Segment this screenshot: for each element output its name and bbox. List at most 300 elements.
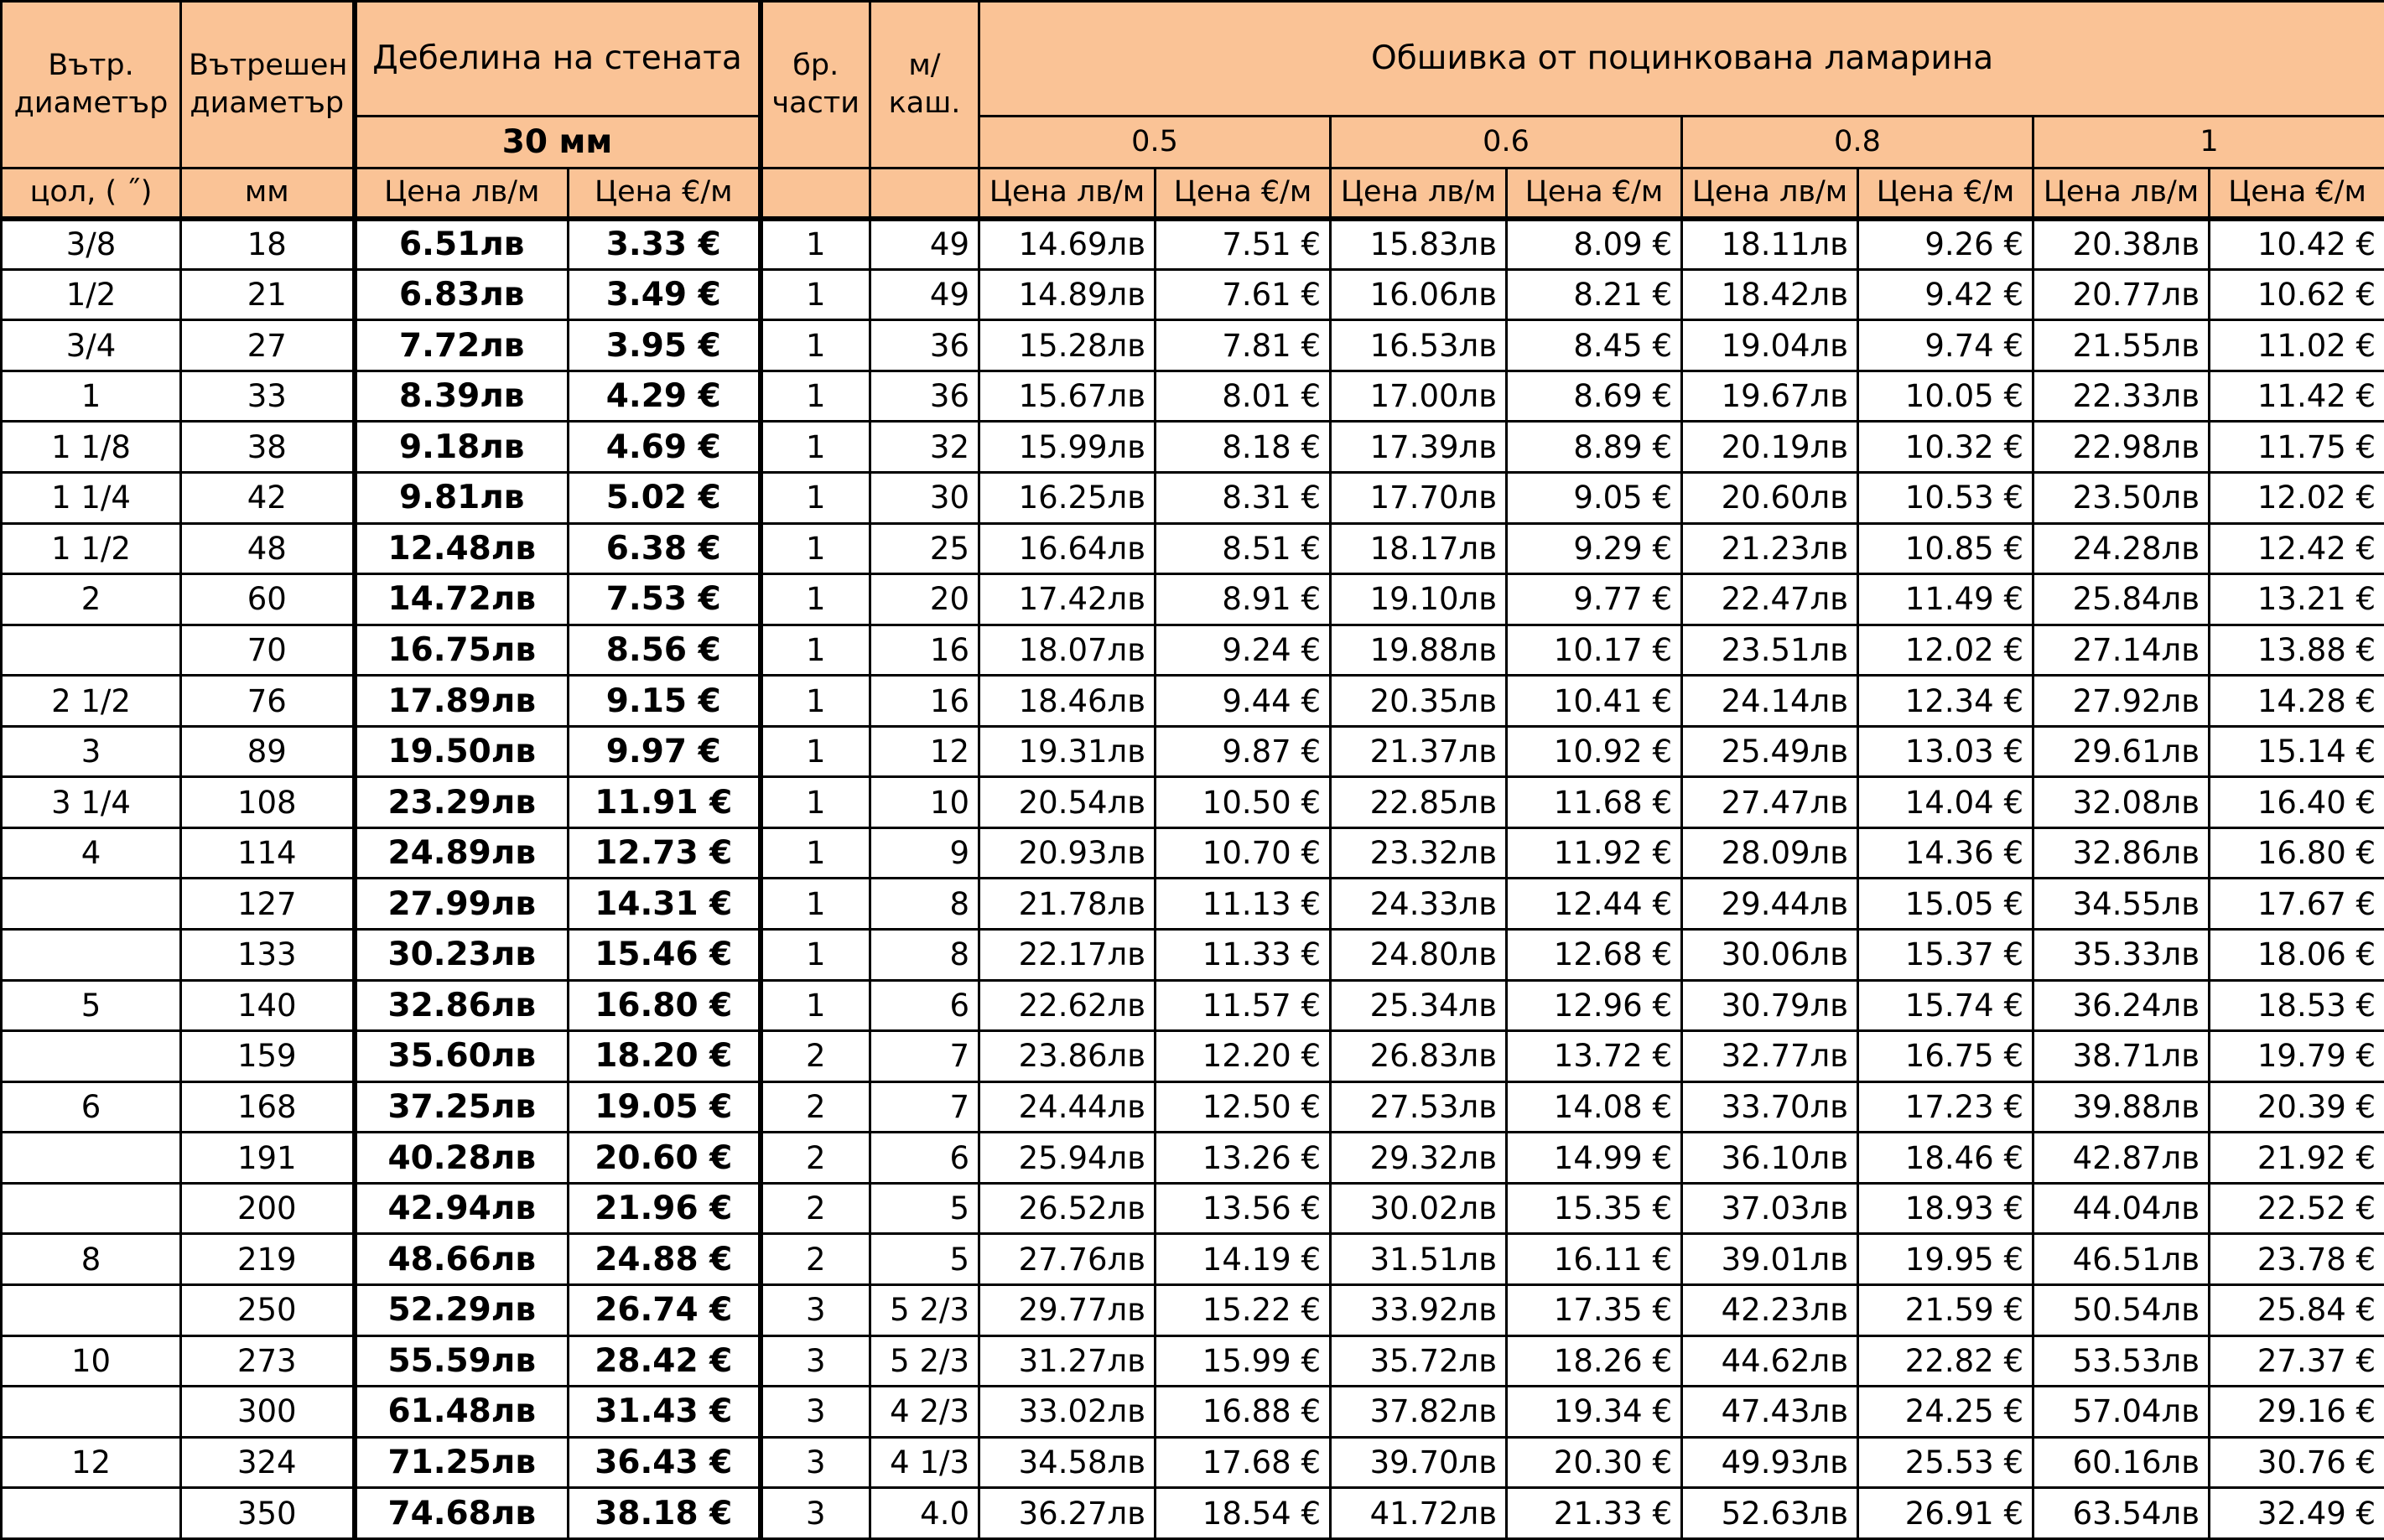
cell-price-eur-0-6: 8.09 € (1507, 219, 1682, 270)
cell-wall-price-eur: 38.18 € (569, 1488, 761, 1539)
cell-parts: 1 (761, 472, 870, 523)
cell-price-eur-0-8: 9.26 € (1858, 219, 2033, 270)
cell-price-eur-0-6: 10.92 € (1507, 726, 1682, 777)
cell-mm: 42 (181, 472, 355, 523)
cell-price-eur-0-6: 21.33 € (1507, 1488, 1682, 1539)
cell-inch (2, 930, 181, 981)
cell-price-lv-0-8: 52.63лв (1682, 1488, 1858, 1539)
cell-per-box: 32 (870, 422, 979, 473)
cell-parts: 2 (761, 1081, 870, 1133)
cell-wall-price-lv: 9.81лв (355, 472, 569, 523)
unit-price-lv-0-6: Цена лв/м (1331, 168, 1507, 218)
cell-mm: 18 (181, 219, 355, 270)
cell-price-lv-0-6: 19.10лв (1331, 574, 1507, 625)
cell-price-lv-0-5: 27.76лв (979, 1234, 1156, 1285)
cell-price-eur-0-8: 14.04 € (1858, 777, 2033, 828)
unit-inch: цол, ( ˝) (2, 168, 181, 218)
cell-parts: 1 (761, 269, 870, 320)
cell-price-lv-0-6: 24.33лв (1331, 879, 1507, 930)
cell-per-box: 4.0 (870, 1488, 979, 1539)
cell-price-eur-0-8: 13.03 € (1858, 726, 2033, 777)
cell-price-lv-0-5: 34.58лв (979, 1437, 1156, 1488)
cell-price-eur-1: 29.16 € (2210, 1387, 2384, 1438)
cell-parts: 1 (761, 930, 870, 981)
cell-per-box: 12 (870, 726, 979, 777)
cell-price-eur-0-8: 15.05 € (1858, 879, 2033, 930)
cell-parts: 3 (761, 1387, 870, 1438)
cell-wall-price-eur: 31.43 € (569, 1387, 761, 1438)
cell-wall-price-eur: 9.97 € (569, 726, 761, 777)
header-cladding: Обшивка от поцинкована ламарина (979, 2, 2384, 117)
cell-price-eur-0-8: 12.34 € (1858, 676, 2033, 727)
cell-price-eur-1: 23.78 € (2210, 1234, 2384, 1285)
cell-wall-price-lv: 42.94лв (355, 1183, 569, 1234)
cell-price-lv-0-8: 42.23лв (1682, 1284, 1858, 1335)
cell-price-eur-0-5: 8.01 € (1156, 371, 1331, 422)
cell-mm: 159 (181, 1031, 355, 1082)
cell-price-lv-0-8: 19.04лв (1682, 320, 1858, 371)
cell-price-eur-0-8: 18.93 € (1858, 1183, 2033, 1234)
cell-per-box: 8 (870, 879, 979, 930)
cell-price-lv-0-5: 15.99лв (979, 422, 1156, 473)
cell-price-eur-1: 11.02 € (2210, 320, 2384, 371)
cell-wall-price-lv: 14.72лв (355, 574, 569, 625)
cell-price-eur-1: 10.42 € (2210, 219, 2384, 270)
cell-mm: 114 (181, 827, 355, 879)
cell-mm: 76 (181, 676, 355, 727)
header-inner-diameter-inch: Вътр. диаметър (2, 2, 181, 169)
cell-price-lv-1: 25.84лв (2033, 574, 2210, 625)
cell-price-eur-0-5: 12.20 € (1156, 1031, 1331, 1082)
cell-price-lv-1: 29.61лв (2033, 726, 2210, 777)
cell-price-eur-0-8: 15.37 € (1858, 930, 2033, 981)
cell-price-eur-0-5: 15.22 € (1156, 1284, 1331, 1335)
cell-price-lv-0-5: 14.69лв (979, 219, 1156, 270)
cell-price-lv-0-5: 15.67лв (979, 371, 1156, 422)
cell-price-lv-1: 38.71лв (2033, 1031, 2210, 1082)
cell-price-lv-0-6: 16.53лв (1331, 320, 1507, 371)
cell-price-lv-0-6: 23.32лв (1331, 827, 1507, 879)
cell-price-lv-0-8: 18.11лв (1682, 219, 1858, 270)
cell-wall-price-lv: 6.83лв (355, 269, 569, 320)
cell-inch: 1/2 (2, 269, 181, 320)
cell-price-lv-1: 32.86лв (2033, 827, 2210, 879)
cell-price-eur-0-6: 8.45 € (1507, 320, 1682, 371)
table-row (2, 827, 2384, 879)
cell-price-eur-0-6: 14.08 € (1507, 1081, 1682, 1133)
cell-price-lv-1: 24.28лв (2033, 523, 2210, 574)
cell-price-eur-0-8: 10.53 € (1858, 472, 2033, 523)
cell-price-lv-0-8: 39.01лв (1682, 1234, 1858, 1285)
table-row (2, 1488, 2384, 1539)
cell-price-eur-0-5: 10.70 € (1156, 827, 1331, 879)
cell-price-lv-0-5: 25.94лв (979, 1133, 1156, 1184)
header-gauge-0-8: 0.8 (1682, 116, 2033, 168)
cell-wall-price-eur: 3.49 € (569, 269, 761, 320)
cell-price-lv-0-6: 22.85лв (1331, 777, 1507, 828)
cell-price-eur-0-8: 17.23 € (1858, 1081, 2033, 1133)
cell-price-lv-0-5: 18.46лв (979, 676, 1156, 727)
table-row (2, 371, 2384, 422)
cell-parts: 2 (761, 1234, 870, 1285)
cell-price-eur-0-8: 22.82 € (1858, 1335, 2033, 1387)
table-row (2, 1284, 2384, 1335)
cell-parts: 3 (761, 1335, 870, 1387)
cell-price-eur-0-8: 16.75 € (1858, 1031, 2033, 1082)
cell-parts: 1 (761, 980, 870, 1031)
cell-inch (2, 1387, 181, 1438)
cell-price-lv-0-8: 19.67лв (1682, 371, 1858, 422)
cell-wall-price-lv: 37.25лв (355, 1081, 569, 1133)
cell-price-eur-0-6: 17.35 € (1507, 1284, 1682, 1335)
cell-wall-price-lv: 35.60лв (355, 1031, 569, 1082)
cell-price-eur-0-8: 21.59 € (1858, 1284, 2033, 1335)
cell-price-eur-0-5: 10.50 € (1156, 777, 1331, 828)
cell-price-lv-0-8: 47.43лв (1682, 1387, 1858, 1438)
cell-inch: 4 (2, 827, 181, 879)
cell-wall-price-eur: 24.88 € (569, 1234, 761, 1285)
cell-per-box: 36 (870, 371, 979, 422)
cell-price-eur-0-5: 11.13 € (1156, 879, 1331, 930)
cell-mm: 21 (181, 269, 355, 320)
cell-price-lv-0-6: 17.00лв (1331, 371, 1507, 422)
cell-price-lv-0-5: 26.52лв (979, 1183, 1156, 1234)
cell-price-lv-0-5: 33.02лв (979, 1387, 1156, 1438)
cell-inch: 1 1/8 (2, 422, 181, 473)
cell-inch: 1 1/4 (2, 472, 181, 523)
cell-price-lv-0-8: 29.44лв (1682, 879, 1858, 930)
cell-price-lv-0-6: 27.53лв (1331, 1081, 1507, 1133)
cell-price-eur-0-8: 18.46 € (1858, 1133, 2033, 1184)
cell-per-box: 6 (870, 980, 979, 1031)
cell-price-eur-0-8: 15.74 € (1858, 980, 2033, 1031)
cell-inch (2, 1183, 181, 1234)
cell-price-eur-0-6: 9.29 € (1507, 523, 1682, 574)
unit-price-lv-0-8: Цена лв/м (1682, 168, 1858, 218)
cell-per-box: 49 (870, 269, 979, 320)
header-gauge-0-6: 0.6 (1331, 116, 1682, 168)
cell-price-lv-0-5: 17.42лв (979, 574, 1156, 625)
cell-price-eur-1: 22.52 € (2210, 1183, 2384, 1234)
cell-mm: 324 (181, 1437, 355, 1488)
cell-inch (2, 1031, 181, 1082)
cell-wall-price-eur: 3.33 € (569, 219, 761, 270)
cell-price-eur-0-6: 12.96 € (1507, 980, 1682, 1031)
cell-price-eur-0-8: 25.53 € (1858, 1437, 2033, 1488)
cell-wall-price-eur: 9.15 € (569, 676, 761, 727)
cell-price-lv-0-8: 33.70лв (1682, 1081, 1858, 1133)
cell-mm: 133 (181, 930, 355, 981)
table-row (2, 269, 2384, 320)
cell-price-eur-0-5: 16.88 € (1156, 1387, 1331, 1438)
cell-price-eur-0-6: 12.44 € (1507, 879, 1682, 930)
cell-price-lv-1: 22.33лв (2033, 371, 2210, 422)
cell-parts: 1 (761, 726, 870, 777)
cell-price-eur-0-5: 8.31 € (1156, 472, 1331, 523)
table-row (2, 879, 2384, 930)
cell-wall-price-lv: 9.18лв (355, 422, 569, 473)
cell-price-eur-0-6: 15.35 € (1507, 1183, 1682, 1234)
cell-wall-price-lv: 74.68лв (355, 1488, 569, 1539)
cell-price-lv-1: 57.04лв (2033, 1387, 2210, 1438)
cell-per-box: 8 (870, 930, 979, 981)
table-row (2, 1081, 2384, 1133)
cell-price-eur-0-5: 9.24 € (1156, 625, 1331, 676)
cell-price-lv-1: 27.92лв (2033, 676, 2210, 727)
cell-price-eur-1: 30.76 € (2210, 1437, 2384, 1488)
cell-parts: 3 (761, 1437, 870, 1488)
cell-price-lv-0-8: 24.14лв (1682, 676, 1858, 727)
header-row-1 (2, 2, 2384, 117)
cell-price-lv-0-8: 20.19лв (1682, 422, 1858, 473)
table-row (2, 1234, 2384, 1285)
table-row (2, 574, 2384, 625)
cell-price-eur-1: 16.40 € (2210, 777, 2384, 828)
cell-price-lv-0-6: 17.70лв (1331, 472, 1507, 523)
cell-price-eur-1: 16.80 € (2210, 827, 2384, 879)
cell-price-eur-0-6: 11.92 € (1507, 827, 1682, 879)
cell-price-lv-0-5: 22.62лв (979, 980, 1156, 1031)
header-per-box: м/ каш. (870, 2, 979, 169)
cell-price-eur-0-6: 8.21 € (1507, 269, 1682, 320)
cell-parts: 3 (761, 1488, 870, 1539)
table-row (2, 980, 2384, 1031)
cell-price-eur-0-6: 16.11 € (1507, 1234, 1682, 1285)
cell-price-eur-0-5: 11.33 € (1156, 930, 1331, 981)
cell-wall-price-lv: 32.86лв (355, 980, 569, 1031)
table-row (2, 777, 2384, 828)
cell-parts: 2 (761, 1031, 870, 1082)
cell-parts: 1 (761, 574, 870, 625)
cell-mm: 48 (181, 523, 355, 574)
cell-parts: 2 (761, 1183, 870, 1234)
cell-price-eur-1: 20.39 € (2210, 1081, 2384, 1133)
cell-price-lv-0-8: 25.49лв (1682, 726, 1858, 777)
cell-price-lv-0-5: 21.78лв (979, 879, 1156, 930)
cell-price-lv-1: 22.98лв (2033, 422, 2210, 473)
cell-price-lv-0-8: 20.60лв (1682, 472, 1858, 523)
header-parts: бр. части (761, 2, 870, 169)
cell-wall-price-lv: 12.48лв (355, 523, 569, 574)
cell-price-eur-0-5: 7.61 € (1156, 269, 1331, 320)
cell-price-lv-0-5: 18.07лв (979, 625, 1156, 676)
cell-price-lv-0-5: 29.77лв (979, 1284, 1156, 1335)
cell-wall-price-eur: 4.69 € (569, 422, 761, 473)
cell-inch: 10 (2, 1335, 181, 1387)
cell-price-lv-1: 20.38лв (2033, 219, 2210, 270)
cell-price-eur-1: 13.88 € (2210, 625, 2384, 676)
unit-price-eur-0-8: Цена €/м (1858, 168, 2033, 218)
cell-inch (2, 1284, 181, 1335)
cell-mm: 89 (181, 726, 355, 777)
cell-wall-price-lv: 71.25лв (355, 1437, 569, 1488)
cell-wall-price-lv: 52.29лв (355, 1284, 569, 1335)
cell-inch: 3 1/4 (2, 777, 181, 828)
unit-parts (761, 168, 870, 218)
cell-wall-price-eur: 4.29 € (569, 371, 761, 422)
cell-price-eur-1: 11.42 € (2210, 371, 2384, 422)
cell-wall-price-lv: 61.48лв (355, 1387, 569, 1438)
cell-wall-price-eur: 16.80 € (569, 980, 761, 1031)
cell-mm: 250 (181, 1284, 355, 1335)
cell-price-eur-0-6: 13.72 € (1507, 1031, 1682, 1082)
cell-price-lv-0-6: 16.06лв (1331, 269, 1507, 320)
table-row (2, 1387, 2384, 1438)
cell-wall-price-eur: 21.96 € (569, 1183, 761, 1234)
cell-price-eur-1: 19.79 € (2210, 1031, 2384, 1082)
cell-inch (2, 879, 181, 930)
cell-price-lv-0-8: 23.51лв (1682, 625, 1858, 676)
cell-price-lv-0-5: 16.64лв (979, 523, 1156, 574)
cell-price-lv-0-8: 36.10лв (1682, 1133, 1858, 1184)
cell-per-box: 7 (870, 1031, 979, 1082)
cell-per-box: 36 (870, 320, 979, 371)
cell-per-box: 4 2/3 (870, 1387, 979, 1438)
cell-price-eur-1: 17.67 € (2210, 879, 2384, 930)
cell-price-lv-0-6: 25.34лв (1331, 980, 1507, 1031)
unit-price-eur: Цена €/м (569, 168, 761, 218)
cell-price-eur-1: 12.42 € (2210, 523, 2384, 574)
table-body (2, 219, 2384, 1539)
cell-price-eur-0-6: 8.69 € (1507, 371, 1682, 422)
cell-price-lv-1: 50.54лв (2033, 1284, 2210, 1335)
cell-price-lv-0-5: 36.27лв (979, 1488, 1156, 1539)
cell-price-eur-0-6: 11.68 € (1507, 777, 1682, 828)
cell-price-lv-1: 60.16лв (2033, 1437, 2210, 1488)
header-wall-thickness: Дебелина на стената (355, 2, 761, 117)
cell-price-lv-0-6: 35.72лв (1331, 1335, 1507, 1387)
cell-mm: 350 (181, 1488, 355, 1539)
cell-price-lv-0-5: 22.17лв (979, 930, 1156, 981)
cell-price-lv-1: 23.50лв (2033, 472, 2210, 523)
cell-per-box: 7 (870, 1081, 979, 1133)
cell-wall-price-eur: 6.38 € (569, 523, 761, 574)
cell-price-lv-0-5: 23.86лв (979, 1031, 1156, 1082)
unit-price-eur-1: Цена €/м (2210, 168, 2384, 218)
cell-parts: 1 (761, 320, 870, 371)
cell-price-lv-0-8: 18.42лв (1682, 269, 1858, 320)
header-wall-value: 30 мм (355, 116, 761, 168)
cell-wall-price-eur: 15.46 € (569, 930, 761, 981)
cell-per-box: 25 (870, 523, 979, 574)
cell-price-eur-0-5: 12.50 € (1156, 1081, 1331, 1133)
cell-price-lv-0-5: 20.54лв (979, 777, 1156, 828)
cell-per-box: 9 (870, 827, 979, 879)
cell-price-lv-0-8: 49.93лв (1682, 1437, 1858, 1488)
cell-per-box: 5 2/3 (870, 1335, 979, 1387)
cell-wall-price-eur: 12.73 € (569, 827, 761, 879)
cell-inch: 3/8 (2, 219, 181, 270)
header-gauge-1: 1 (2033, 116, 2384, 168)
cell-price-eur-0-6: 8.89 € (1507, 422, 1682, 473)
cell-price-lv-1: 21.55лв (2033, 320, 2210, 371)
cell-parts: 1 (761, 523, 870, 574)
cell-price-lv-0-6: 17.39лв (1331, 422, 1507, 473)
cell-mm: 168 (181, 1081, 355, 1133)
cell-price-lv-0-6: 37.82лв (1331, 1387, 1507, 1438)
cell-price-lv-1: 63.54лв (2033, 1488, 2210, 1539)
cell-price-lv-0-8: 30.79лв (1682, 980, 1858, 1031)
cell-parts: 1 (761, 827, 870, 879)
cell-mm: 273 (181, 1335, 355, 1387)
cell-price-eur-0-5: 14.19 € (1156, 1234, 1331, 1285)
cell-wall-price-eur: 26.74 € (569, 1284, 761, 1335)
table-row (2, 1335, 2384, 1387)
cell-wall-price-lv: 48.66лв (355, 1234, 569, 1285)
cell-price-lv-0-8: 30.06лв (1682, 930, 1858, 981)
cell-per-box: 20 (870, 574, 979, 625)
cell-price-eur-0-8: 11.49 € (1858, 574, 2033, 625)
cell-price-eur-1: 32.49 € (2210, 1488, 2384, 1539)
cell-price-eur-0-8: 10.32 € (1858, 422, 2033, 473)
cell-price-lv-0-6: 30.02лв (1331, 1183, 1507, 1234)
cell-price-lv-0-6: 33.92лв (1331, 1284, 1507, 1335)
cell-mm: 300 (181, 1387, 355, 1438)
table-row (2, 422, 2384, 473)
cell-wall-price-lv: 6.51лв (355, 219, 569, 270)
cell-price-lv-1: 53.53лв (2033, 1335, 2210, 1387)
cell-parts: 1 (761, 676, 870, 727)
cell-price-eur-0-8: 19.95 € (1858, 1234, 2033, 1285)
cell-price-eur-1: 21.92 € (2210, 1133, 2384, 1184)
cell-inch: 2 (2, 574, 181, 625)
cell-price-lv-1: 36.24лв (2033, 980, 2210, 1031)
cell-price-eur-0-6: 10.17 € (1507, 625, 1682, 676)
cell-price-eur-0-5: 13.26 € (1156, 1133, 1331, 1184)
cell-per-box: 4 1/3 (870, 1437, 979, 1488)
table-row (2, 1031, 2384, 1082)
cell-price-lv-1: 34.55лв (2033, 879, 2210, 930)
cell-wall-price-eur: 3.95 € (569, 320, 761, 371)
cell-mm: 191 (181, 1133, 355, 1184)
cell-price-lv-0-5: 16.25лв (979, 472, 1156, 523)
cell-price-eur-1: 13.21 € (2210, 574, 2384, 625)
cell-price-lv-0-8: 32.77лв (1682, 1031, 1858, 1082)
cell-price-lv-0-6: 15.83лв (1331, 219, 1507, 270)
cell-price-lv-0-6: 41.72лв (1331, 1488, 1507, 1539)
header-inner-diameter-mm: Вътрешен диаметър (181, 2, 355, 169)
cell-price-eur-0-5: 7.51 € (1156, 219, 1331, 270)
cell-price-eur-1: 27.37 € (2210, 1335, 2384, 1387)
cell-wall-price-eur: 28.42 € (569, 1335, 761, 1387)
cell-price-eur-0-5: 13.56 € (1156, 1183, 1331, 1234)
cell-price-eur-0-8: 24.25 € (1858, 1387, 2033, 1438)
cell-price-eur-0-6: 9.05 € (1507, 472, 1682, 523)
cell-price-lv-0-6: 31.51лв (1331, 1234, 1507, 1285)
cell-price-lv-1: 39.88лв (2033, 1081, 2210, 1133)
cell-price-lv-1: 32.08лв (2033, 777, 2210, 828)
cell-price-lv-0-6: 21.37лв (1331, 726, 1507, 777)
cell-price-lv-0-5: 24.44лв (979, 1081, 1156, 1133)
cell-inch: 12 (2, 1437, 181, 1488)
cell-per-box: 5 (870, 1183, 979, 1234)
header-row-2 (2, 116, 2384, 168)
cell-price-lv-0-6: 29.32лв (1331, 1133, 1507, 1184)
cell-wall-price-eur: 7.53 € (569, 574, 761, 625)
cell-inch: 1 1/2 (2, 523, 181, 574)
cell-inch: 2 1/2 (2, 676, 181, 727)
cell-price-lv-1: 27.14лв (2033, 625, 2210, 676)
cell-price-eur-0-8: 12.02 € (1858, 625, 2033, 676)
cell-wall-price-eur: 14.31 € (569, 879, 761, 930)
cell-price-eur-1: 18.53 € (2210, 980, 2384, 1031)
cell-mm: 127 (181, 879, 355, 930)
cell-wall-price-lv: 19.50лв (355, 726, 569, 777)
cell-per-box: 16 (870, 676, 979, 727)
unit-price-eur-0-6: Цена €/м (1507, 168, 1682, 218)
cell-wall-price-lv: 40.28лв (355, 1133, 569, 1184)
cell-price-lv-0-6: 19.88лв (1331, 625, 1507, 676)
